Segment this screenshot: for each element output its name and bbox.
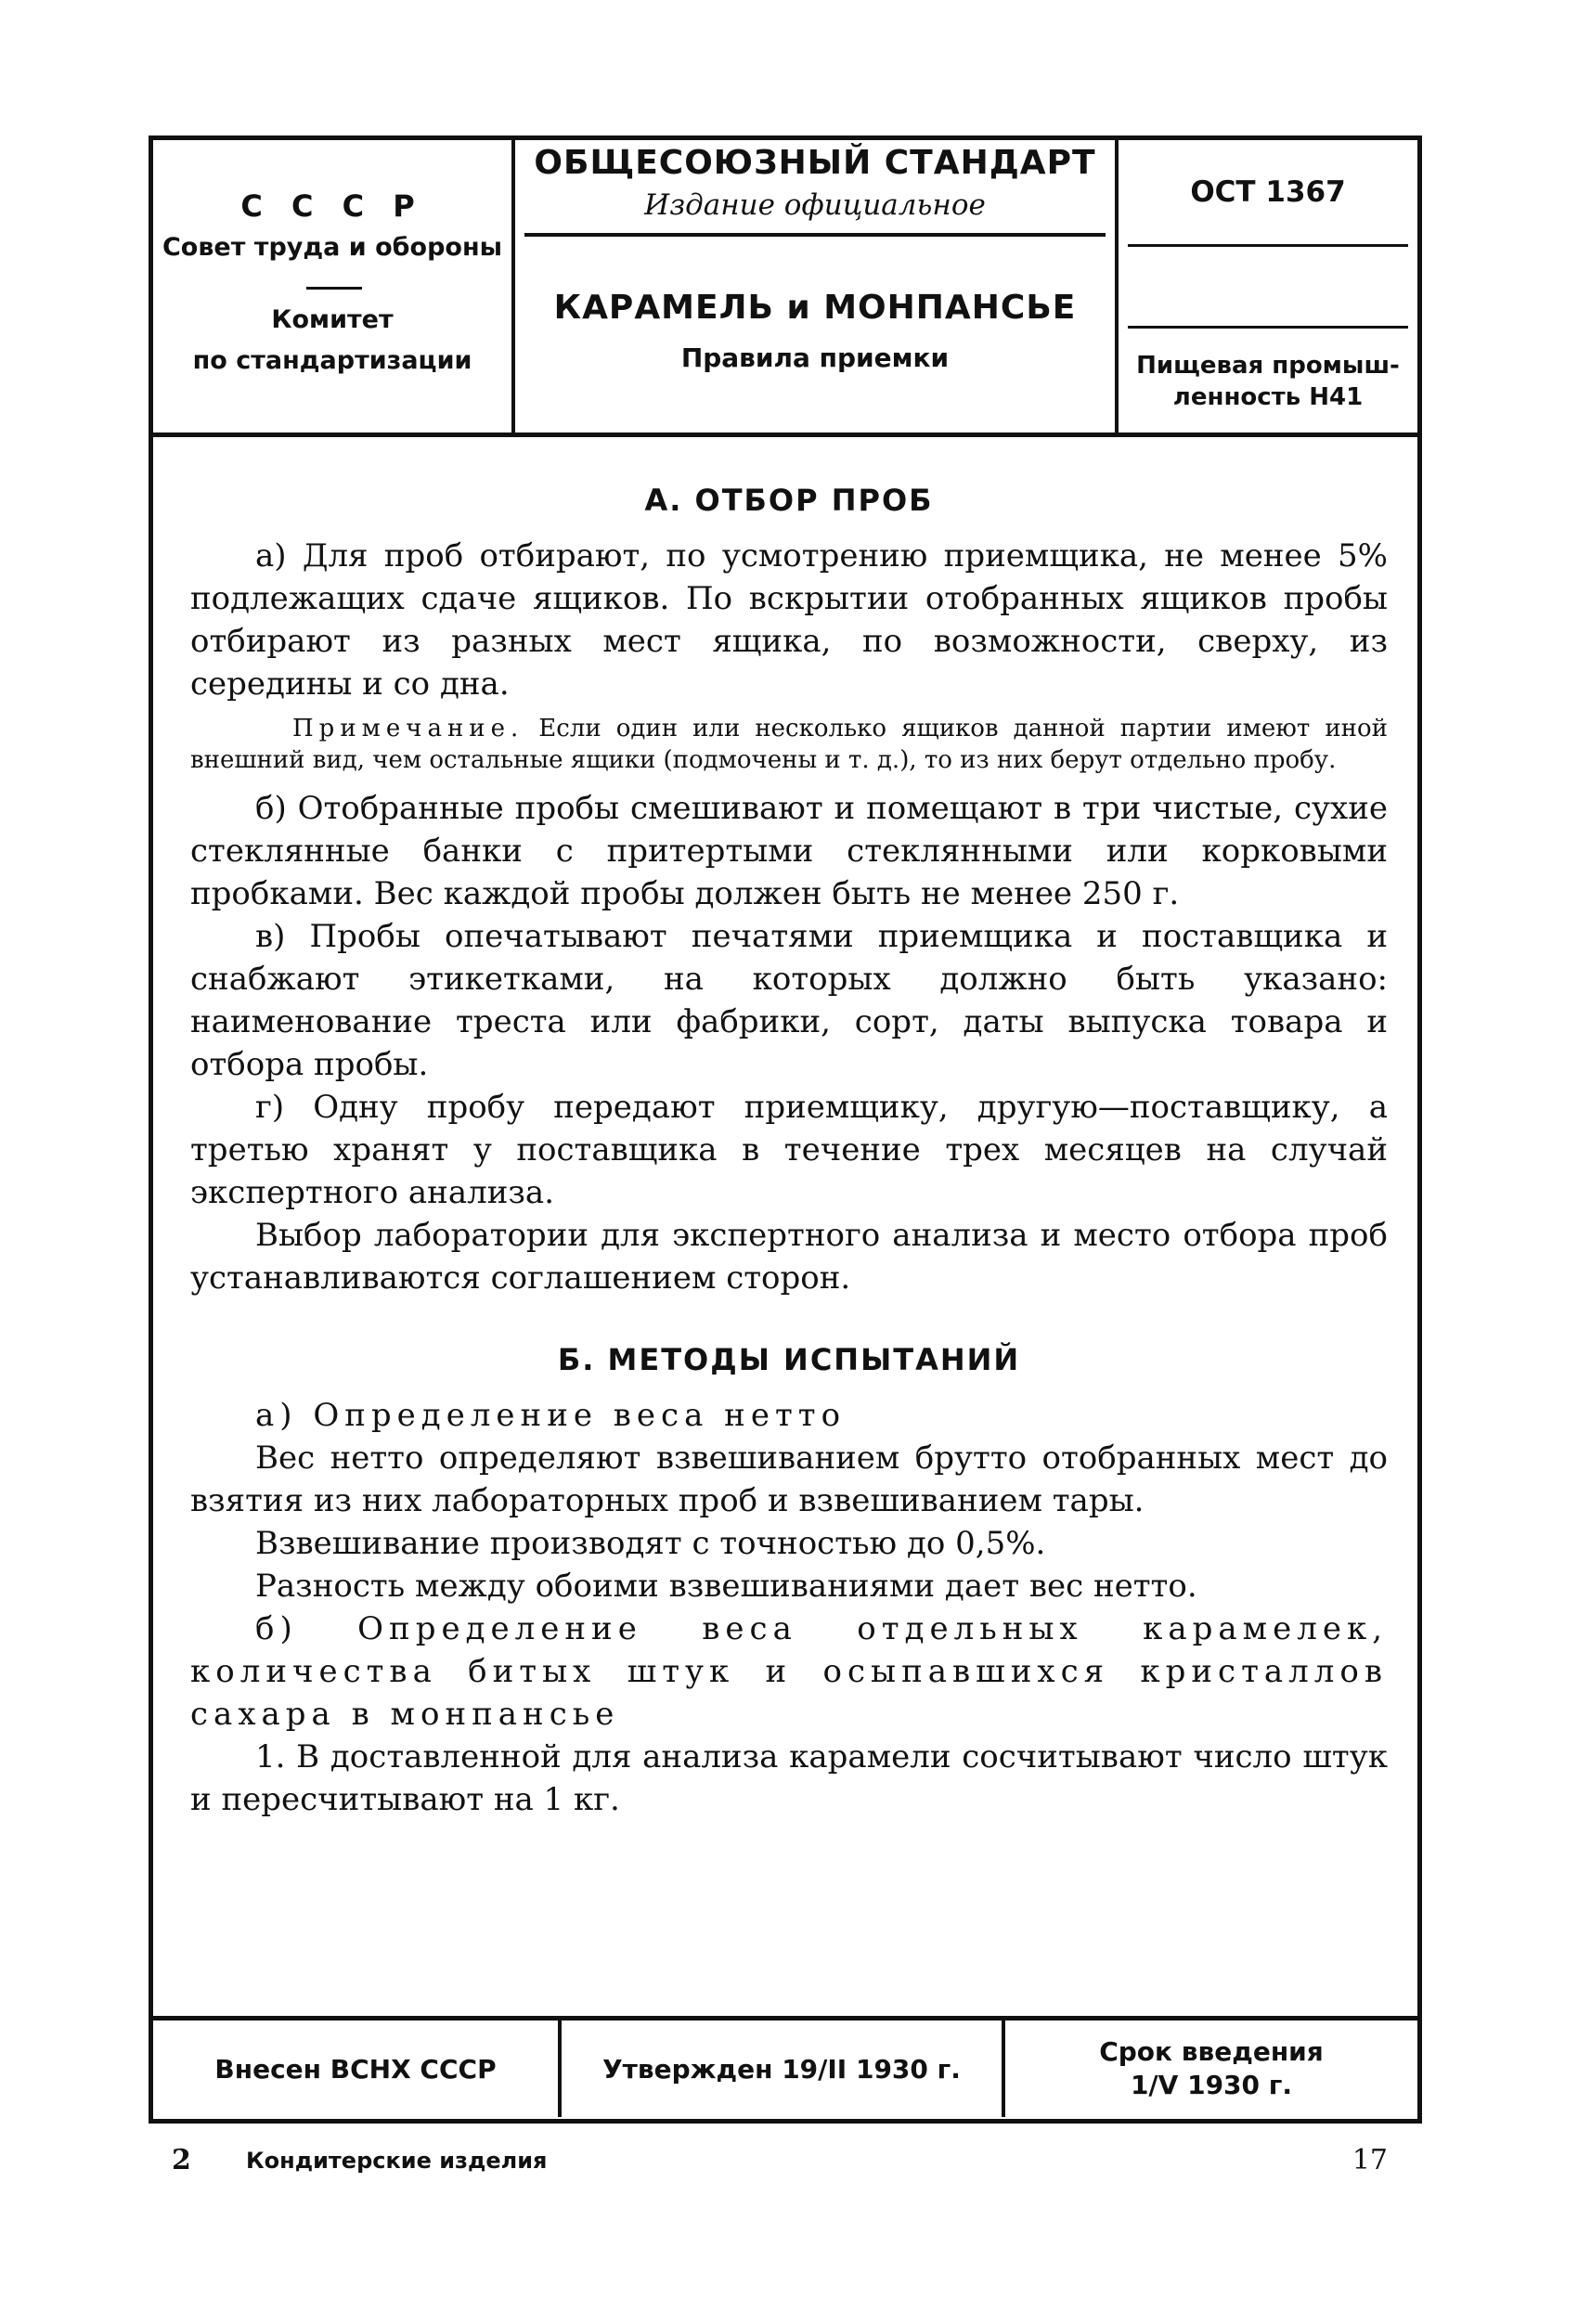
paragraph: 1. В доставленной для анализа карамели сосчитывают число штук и пересчитывают на 1 кг. <box>190 1738 1388 1818</box>
divider <box>1128 326 1408 329</box>
subheading: а) Определение веса нетто <box>255 1397 847 1434</box>
industry-line2: ленность Н41 <box>1172 383 1364 411</box>
industry-line1: Пищевая промыш- <box>1136 352 1400 380</box>
effective-value: 1/V 1930 г. <box>1130 2070 1293 2100</box>
signature-number: 2 <box>172 2144 191 2176</box>
paragraph: б) Отобранные пробы смешивают и помещают в три чистые, сухие стеклянные банки с притертыми стеклянными или корковыми пробками. Вес каждой пробы должен быть не менее 250 г. <box>190 790 1388 912</box>
paragraph: г) Одну пробу передают приемщику, другую—поставщику, а третью хранят у поставщика в течение трех месяцев на случай экспертного анализа. <box>190 1089 1388 1211</box>
header-bottom-rule <box>153 433 1417 437</box>
section-name: Кондитерские изделия <box>246 2148 548 2174</box>
paragraph: в) Пробы опечатывают печатями приемщика и поставщика и снабжают этикетками, на которых должно быть указано: наименование треста или фабрики, сорт, даты выпуска товара и отбора пробы. <box>190 918 1388 1083</box>
paragraph: Разность между обоими взвешиваниями дает вес нетто. <box>255 1568 1197 1605</box>
paragraph: Выбор лаборатории для экспертного анализа и место отбора проб устанавливаются соглашением сторон. <box>190 1217 1388 1297</box>
code-block <box>1119 140 1417 433</box>
divider <box>306 287 362 290</box>
standard-code: ОСТ 1367 <box>1190 175 1346 209</box>
note-label: Примечание. <box>292 715 524 742</box>
council-label: Совет труда и обороны <box>162 233 503 262</box>
committee-label: Комитет <box>271 305 394 334</box>
product-subtitle: Правила приемки <box>680 342 950 373</box>
effective-date <box>1005 2021 1417 2117</box>
note-paragraph <box>190 713 1388 776</box>
paragraph: а) Для проб отбирают, по усмотрению приемщика, не менее 5% подлежащих сдаче ящиков. По вскрытии отобранных ящиков пробы отбирают из разных мест ящика, по возможности, сверху, из середины и со дна. <box>190 537 1388 703</box>
paragraph: Взвешивание производят с точностью до 0,5%. <box>255 1525 1046 1562</box>
spacer <box>190 1299 1388 1342</box>
section-b-title: Б. МЕТОДЫ ИСПЫТАНИЙ <box>557 1342 1021 1377</box>
paragraph: Вес нетто определяют взвешиванием брутто отобранных мест до взятия из них лабораторных проб и взвешиванием тары. <box>190 1440 1388 1519</box>
note-text: Если один или несколько ящиков данной партии имеют иной внешний вид, чем остальные ящики (подмочены и т. д.), то из них берут отдельно пробу. <box>190 715 1388 774</box>
product-title: КАРАМЕЛЬ и МОНПАНСЬЕ <box>553 289 1077 327</box>
footer-bottom-rule <box>149 2119 1422 2124</box>
committee-label-line2: по стандартизации <box>192 346 472 375</box>
title-block <box>515 140 1119 433</box>
approval-date: Утвержден 19/II 1930 г. <box>562 2021 1005 2117</box>
divider <box>524 233 1106 237</box>
industry-label <box>1119 350 1417 413</box>
document-footer <box>153 2021 1417 2117</box>
effective-label: Срок введения <box>1099 2036 1324 2067</box>
introduced-by: Внесен ВСНХ СССР <box>153 2021 562 2117</box>
standard-title: ОБЩЕСОЮЗНЫЙ СТАНДАРТ <box>534 144 1096 182</box>
country-label: С С С Р <box>240 188 424 224</box>
document-body <box>190 483 1388 1821</box>
page-number: 17 <box>1352 2144 1388 2176</box>
section-a-title: А. ОТБОР ПРОБ <box>644 483 934 518</box>
document-header <box>153 140 1417 437</box>
issuer-block <box>153 140 515 433</box>
divider <box>1128 244 1408 247</box>
subheading: б) Определение веса отдельных карамелек, количества битых штук и осыпавшихся кристаллов сахара в монпансье <box>190 1610 1388 1733</box>
edition-label: Издание официальное <box>644 188 986 222</box>
